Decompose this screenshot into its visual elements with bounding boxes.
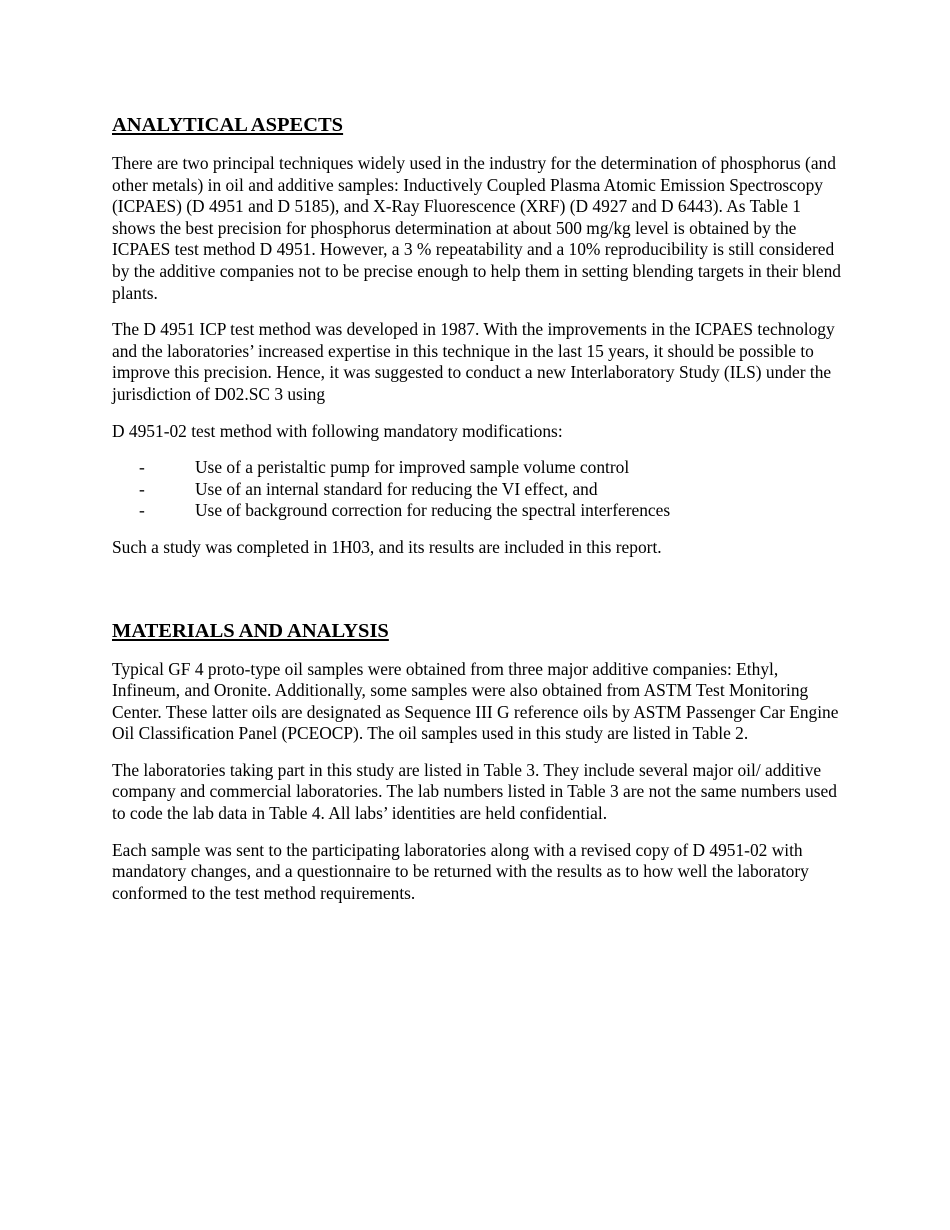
paragraph-oil-samples: Typical GF 4 proto-type oil samples were obtained from three major additive companies: Ethyl, Infineum, and Oronite. Additionally, some samples were also obtained from ASTM Test Monitoring Center. These latter oils are designated as Sequence III G reference oils by ASTM Passenger Car Engine Oil Classification Panel (PCEOCP). The oil samples used in this study are listed in Table 2. [112,658,839,744]
list-item [112,500,842,522]
section-heading-materials-and-analysis: MATERIALS AND ANALYSIS [112,619,389,642]
paragraph-techniques: There are two principal techniques widely used in the industry for the determination of phosphorus (and other metals) in oil and additive samples: Inductively Coupled Plasma Atomic Emission Spectroscopy (ICPAES) (D 4951 and D 5185), and X-Ray Fluorescence (XRF) (D 4927 and D 6443). As Table 1 shows the best precision for phosphorus determination at about 500 mg/kg level is obtained by the ICPAES test method D 4951. However, a 3 % repeatability and a 10% reproducibility is still considered by the additive companies not to be precise enough to help them in setting blending targets in their blend plants. [112,153,841,303]
paragraph-laboratories: The laboratories taking part in this study are listed in Table 3. They include several major oil/ additive company and commercial laboratories. The lab numbers listed in Table 3 are not the same numbers used to code the lab data in Table 4. All labs’ identities are held confidential. [112,759,837,824]
list-item-text: Use of background correction for reducing the spectral interferences [195,500,671,521]
paragraph-modifications-intro: D 4951-02 test method with following mandatory modifications: [112,420,563,441]
paragraph-study-completed: Such a study was completed in 1H03, and its results are included in this report. [112,536,662,557]
list-bullet: - [139,500,145,521]
document-page [112,112,842,919]
list-bullet: - [139,478,145,499]
list-item-text: Use of a peristaltic pump for improved sample volume control [195,457,630,478]
modifications-list [112,457,842,522]
list-item-text: Use of an internal standard for reducing the VI effect, and [195,478,598,499]
list-item [112,457,842,479]
list-item [112,479,842,501]
paragraph-sample-distribution: Each sample was sent to the participating laboratories along with a revised copy of D 4951-02 with mandatory changes, and a questionnaire to be returned with the results as to how well the laboratory conformed to the test method requirements. [112,839,809,903]
section-spacer [112,574,842,618]
section-heading-analytical-aspects: ANALYTICAL ASPECTS [112,114,344,136]
paragraph-d4951-history: The D 4951 ICP test method was developed in 1987. With the improvements in the ICPAES technology and the laboratories’ increased expertise in this technique in the last 15 years, it should be possible to improve this precision. Hence, it was suggested to conduct a new Interlaboratory Study (ILS) under the jurisdiction of D02.SC 3 using [112,319,835,404]
list-bullet: - [139,457,145,478]
